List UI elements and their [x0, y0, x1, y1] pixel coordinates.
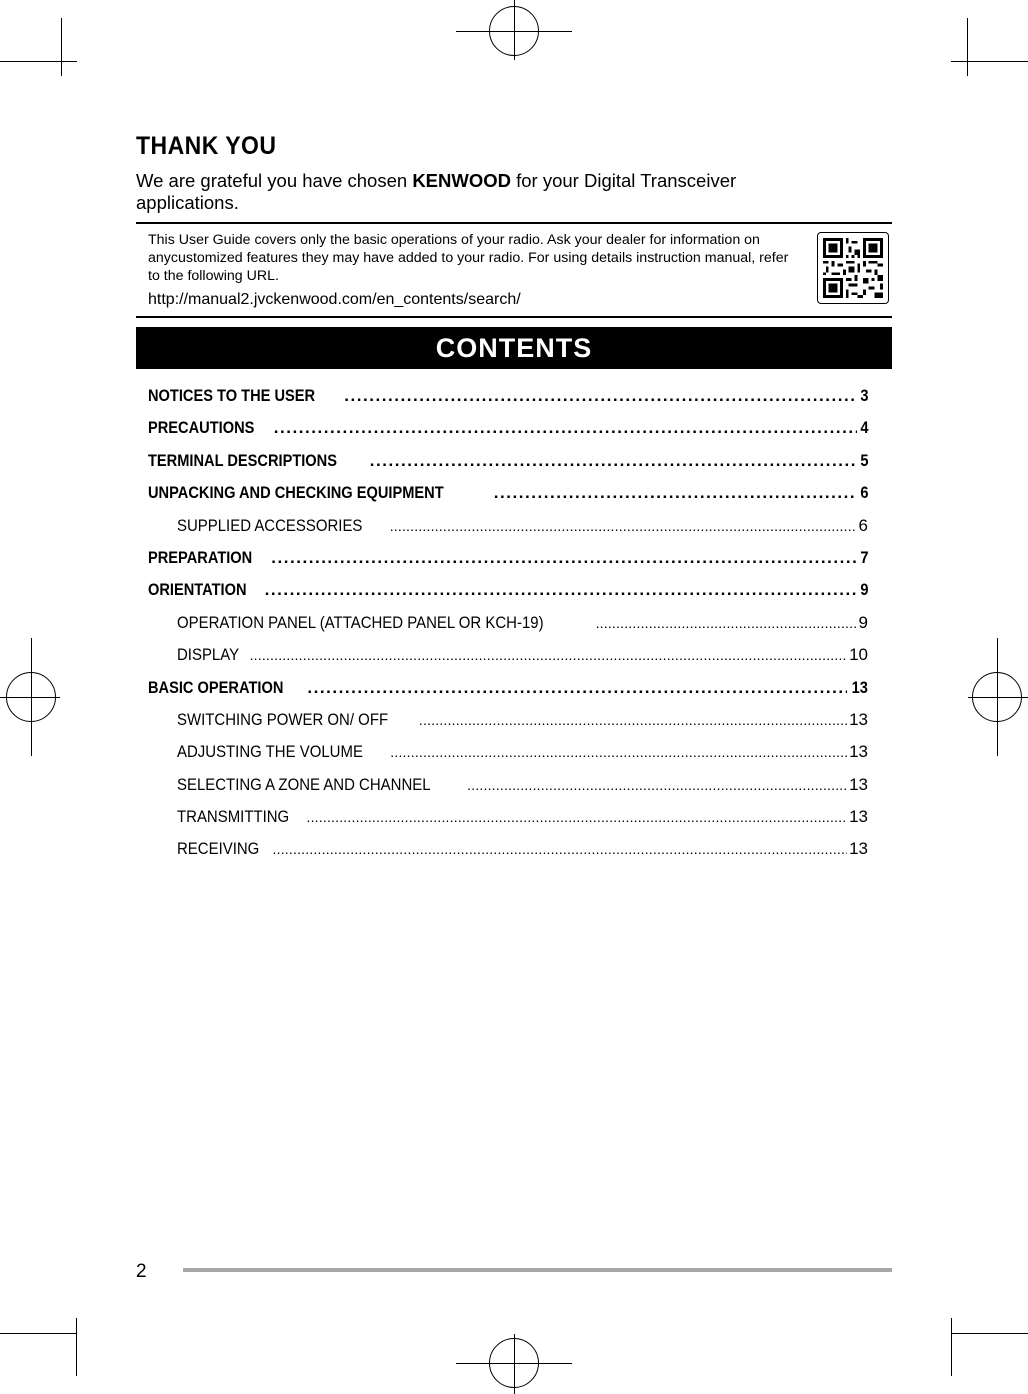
- toc-entry-page: 10: [849, 645, 868, 665]
- toc-entry-page: 9: [858, 612, 868, 632]
- toc-entry-label: TERMINAL DESCRIPTIONS: [148, 450, 337, 470]
- user-guide-note: [136, 222, 892, 318]
- crop-mark: [951, 1318, 952, 1376]
- toc-entry-label: ORIENTATION: [148, 580, 247, 600]
- contents-title: CONTENTS: [136, 327, 892, 369]
- toc-leader-dots: [271, 548, 856, 568]
- toc-entry-page: 6: [859, 483, 868, 503]
- toc-entry[interactable]: [148, 613, 868, 645]
- toc-entry-label: TRANSMITTING: [177, 807, 290, 827]
- toc-entry[interactable]: [148, 645, 868, 677]
- toc-entry-label: DISPLAY: [177, 645, 240, 665]
- toc-entry[interactable]: [148, 839, 868, 871]
- toc-leader-dots: [273, 839, 848, 859]
- toc-entry-label: PREPARATION: [148, 547, 253, 567]
- toc-leader-dots: [274, 418, 857, 438]
- toc-entry-page: 6: [858, 515, 868, 535]
- table-of-contents: [148, 386, 868, 872]
- toc-entry[interactable]: [148, 548, 868, 580]
- toc-entry-label: SELECTING A ZONE AND CHANNEL: [177, 774, 431, 794]
- toc-leader-dots: [265, 580, 857, 600]
- crop-mark: [76, 1318, 77, 1376]
- brand-name: KENWOOD: [412, 170, 511, 191]
- toc-entry[interactable]: [148, 775, 868, 807]
- intro-text: for your Digital Transceiver applications.: [136, 170, 737, 213]
- toc-entry[interactable]: [148, 742, 868, 774]
- toc-entry-page: 3: [859, 386, 868, 405]
- toc-entry-label: PRECAUTIONS: [148, 418, 255, 438]
- toc-entry-label: NOTICES TO THE USER: [148, 386, 316, 405]
- thank-you-heading: THANK YOU: [136, 132, 277, 160]
- note-text: This User Guide covers only the basic operations of your radio. Ask your dealer for information on anycustomized features they may have added to your radio. For using details instruction manual, refer to the following URL.: [148, 232, 789, 284]
- toc-entry-page: 13: [851, 677, 868, 697]
- toc-entry[interactable]: [148, 451, 868, 483]
- toc-entry-page: 5: [859, 450, 868, 470]
- toc-entry-page: 13: [849, 774, 868, 794]
- intro-paragraph: [136, 170, 836, 214]
- toc-entry-label: RECEIVING: [177, 839, 260, 859]
- crop-mark: [0, 61, 77, 62]
- toc-entry-label: OPERATION PANEL (ATTACHED PANEL OR KCH-19): [177, 612, 544, 632]
- toc-entry-label: UNPACKING AND CHECKING EQUIPMENT: [148, 483, 444, 503]
- crop-mark: [0, 1333, 77, 1334]
- toc-entry[interactable]: [148, 678, 868, 710]
- intro-text: We are grateful you have chosen: [136, 170, 413, 191]
- toc-leader-dots: [419, 710, 847, 730]
- crop-mark: [61, 18, 62, 76]
- toc-entry[interactable]: [148, 580, 868, 612]
- toc-entry[interactable]: [148, 807, 868, 839]
- toc-entry[interactable]: [148, 483, 868, 515]
- toc-leader-dots: [370, 451, 857, 471]
- toc-entry-page: 4: [859, 418, 868, 438]
- toc-entry-page: 13: [849, 709, 868, 729]
- toc-entry-label: ADJUSTING THE VOLUME: [177, 742, 363, 762]
- toc-entry-page: 13: [849, 807, 868, 827]
- qr-code-icon: [817, 232, 889, 304]
- toc-entry-page: 13: [849, 839, 868, 859]
- crop-mark: [967, 18, 968, 76]
- toc-entry[interactable]: [148, 710, 868, 742]
- toc-leader-dots: [467, 775, 847, 795]
- toc-entry[interactable]: [148, 386, 868, 418]
- toc-leader-dots: [344, 386, 856, 406]
- toc-entry-label: SUPPLIED ACCESSORIES: [177, 515, 363, 535]
- toc-entry-label: SWITCHING POWER ON/ OFF: [177, 709, 389, 729]
- toc-entry[interactable]: [148, 516, 868, 548]
- toc-leader-dots: [250, 645, 848, 665]
- crop-mark: [951, 1333, 1028, 1334]
- crop-mark: [951, 61, 1028, 62]
- toc-entry[interactable]: [148, 418, 868, 450]
- toc-leader-dots: [596, 613, 857, 633]
- toc-entry-page: 7: [859, 547, 868, 567]
- toc-entry-page: 13: [849, 742, 868, 762]
- footer-rule: [183, 1268, 892, 1272]
- toc-leader-dots: [390, 516, 857, 536]
- toc-entry-label: BASIC OPERATION: [148, 677, 284, 697]
- toc-entry-page: 9: [859, 580, 868, 600]
- toc-leader-dots: [494, 483, 857, 503]
- toc-leader-dots: [307, 678, 847, 698]
- manual-url-link[interactable]: http://manual2.jvckenwood.com/en_contents/search/: [148, 291, 521, 308]
- toc-leader-dots: [307, 807, 848, 827]
- toc-leader-dots: [390, 742, 847, 762]
- page-number: 2: [136, 1261, 147, 1282]
